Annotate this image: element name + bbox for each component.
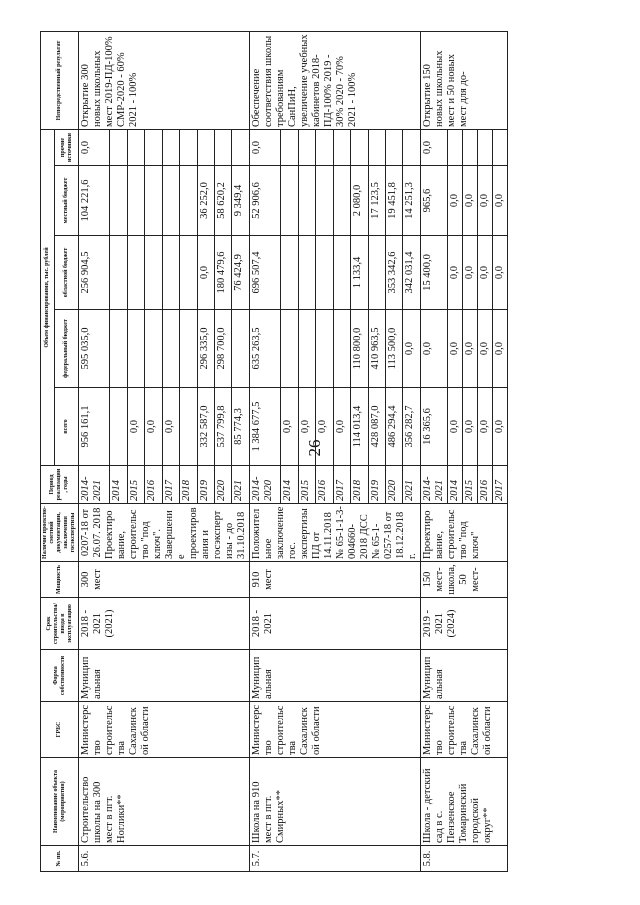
other-value	[110, 130, 127, 166]
header-other: прочие источники	[55, 130, 79, 166]
period-year: 2014-2021	[421, 466, 448, 504]
total-value: 0,0	[463, 388, 478, 466]
period-year: 2021	[232, 466, 250, 504]
local-value	[145, 166, 162, 236]
other-value: 0,0	[79, 130, 110, 166]
table-row	[421, 32, 448, 872]
federal-value: 635 263,5	[250, 310, 281, 388]
local-value	[298, 166, 315, 236]
total-value: 956 161,1	[79, 388, 110, 466]
total-value: 0,0	[316, 388, 333, 466]
federal-value	[281, 310, 298, 388]
grbs-cell: Министерство строительства Сахалинской области	[250, 702, 421, 758]
period-year: 2017	[162, 466, 179, 504]
other-value	[162, 130, 179, 166]
federal-value: 0,0	[403, 310, 421, 388]
local-value: 0,0	[478, 166, 493, 236]
total-value: 0,0	[333, 388, 350, 466]
other-value	[232, 130, 250, 166]
psd-cell	[421, 504, 508, 562]
row-number: 5.6.	[79, 846, 250, 872]
regional-value: 0,0	[197, 236, 214, 310]
psd-cell	[250, 504, 421, 562]
regional-value: 0,0	[463, 236, 478, 310]
local-value: 14 251,3	[403, 166, 421, 236]
local-value	[180, 166, 197, 236]
header-psd: Наличие проектно-сметной документации, заключения госэкспертизы	[41, 504, 79, 562]
federal-value: 296 335,0	[197, 310, 214, 388]
result-cell: Обеспечение соответствия школы требованиям СанПиН, увеличение учебных кабинетов 2018-ПД-100% 2019 - 30% 2020 - 70% 2021 - 100%	[250, 32, 421, 130]
total-value: 537 799,8	[215, 388, 232, 466]
psd-cell	[79, 504, 250, 562]
federal-value: 0,0	[448, 310, 463, 388]
local-value	[127, 166, 144, 236]
table-row	[79, 32, 110, 872]
total-value: 486 294,4	[386, 388, 403, 466]
page-number: 26	[305, 439, 324, 457]
local-value: 17 123,5	[368, 166, 385, 236]
regional-value: 342 031,4	[403, 236, 421, 310]
term-cell: 2018 - 2021 (2021)	[79, 598, 250, 650]
other-value	[298, 130, 315, 166]
local-value	[281, 166, 298, 236]
psd-text: Проектирование, строительство "под ключ"	[422, 509, 481, 559]
header-name: Наименование объекта (мероприятия)	[41, 758, 79, 846]
regional-value	[127, 236, 144, 310]
period-year: 2016	[145, 466, 162, 504]
total-value: 85 774,3	[232, 388, 250, 466]
period-year: 2018	[351, 466, 368, 504]
other-value	[386, 130, 403, 166]
ownership-cell: Муниципальная	[421, 650, 508, 702]
regional-value: 0,0	[478, 236, 493, 310]
total-value: 0,0	[478, 388, 493, 466]
row-number: 5.8.	[421, 846, 508, 872]
ownership-cell: Муниципальная	[79, 650, 250, 702]
total-value: 0,0	[127, 388, 144, 466]
object-name: Школа на 910 мест в пгт. Смирных**	[250, 758, 421, 846]
capacity-cell: 150 мест-школа, 50 мест-	[421, 562, 508, 598]
capacity-cell: 910 мест	[250, 562, 421, 598]
period-year: 2014-2021	[79, 466, 110, 504]
regional-value	[298, 236, 315, 310]
period-year: 2015	[127, 466, 144, 504]
object-name: Строительство школы на 300 мест в пгт. Ноглики**	[79, 758, 250, 846]
header-finance-group: Объем финансирования, тыс. рублей	[41, 130, 55, 466]
other-value	[351, 130, 368, 166]
header-capacity: Мощность	[41, 562, 79, 598]
header-regional: областной бюджет	[55, 236, 79, 310]
period-year: 2019	[368, 466, 385, 504]
term-cell: 2018 - 2021	[250, 598, 421, 650]
header-grbs: ГРБС	[41, 702, 79, 758]
total-value: 428 087,0	[368, 388, 385, 466]
header-period: Период реализации, годы	[41, 466, 79, 504]
local-value	[316, 166, 333, 236]
regional-value: 180 479,6	[215, 236, 232, 310]
period-year: 2018	[180, 466, 197, 504]
regional-value	[162, 236, 179, 310]
local-value: 58 620,2	[215, 166, 232, 236]
federal-value: 0,0	[478, 310, 493, 388]
header-local: местный бюджет	[55, 166, 79, 236]
period-year: 2014	[110, 466, 127, 504]
period-year: 2017	[333, 466, 350, 504]
total-value: 1 384 677,5	[250, 388, 281, 466]
regional-value: 0,0	[448, 236, 463, 310]
regional-value	[281, 236, 298, 310]
local-value: 52 906,6	[250, 166, 281, 236]
federal-value: 0,0	[421, 310, 448, 388]
object-name: Школа - детский сад в с. Пензенское Томаринский городской округ**	[421, 758, 508, 846]
other-value	[448, 130, 463, 166]
other-value	[478, 130, 493, 166]
federal-value	[232, 310, 250, 388]
total-value: 0,0	[448, 388, 463, 466]
header-ownership: Форма собственности	[41, 650, 79, 702]
row-number: 5.7.	[250, 846, 421, 872]
federal-value	[333, 310, 350, 388]
table-body	[79, 32, 508, 872]
total-value: 0,0	[145, 388, 162, 466]
header-total: всего	[55, 388, 79, 466]
period-year: 2016	[316, 466, 333, 504]
period-year: 2019	[197, 466, 214, 504]
other-value	[215, 130, 232, 166]
program-table	[40, 31, 508, 872]
total-value: 0,0	[493, 388, 508, 466]
local-value	[162, 166, 179, 236]
local-value: 104 221,6	[79, 166, 110, 236]
total-value: 0,0	[281, 388, 298, 466]
federal-value: 410 963,5	[368, 310, 385, 388]
header-result: Непосредственный результат	[41, 32, 79, 130]
period-year: 2020	[386, 466, 403, 504]
total-value: 0,0	[298, 388, 315, 466]
term-cell: 2019 - 2021 (2024)	[421, 598, 508, 650]
header-term: Срок строительства/ввода в эксплуатацию	[41, 598, 79, 650]
total-value: 114 013,4	[351, 388, 368, 466]
local-value	[333, 166, 350, 236]
rotated-table-container	[40, 32, 600, 872]
total-value: 0,0	[162, 388, 179, 466]
period-year: 2017	[493, 466, 508, 504]
federal-value: 0,0	[463, 310, 478, 388]
other-value	[333, 130, 350, 166]
federal-value: 0,0	[493, 310, 508, 388]
total-value: 16 365,6	[421, 388, 448, 466]
total-value	[180, 388, 197, 466]
federal-value	[162, 310, 179, 388]
federal-value	[110, 310, 127, 388]
capacity-cell: 300 мест	[79, 562, 250, 598]
regional-value: 76 424,9	[232, 236, 250, 310]
regional-value	[180, 236, 197, 310]
federal-value	[316, 310, 333, 388]
local-value: 2 080,0	[351, 166, 368, 236]
regional-value: 1 133,4	[351, 236, 368, 310]
federal-value: 595 035,0	[79, 310, 110, 388]
ownership-cell: Муниципальная	[250, 650, 421, 702]
other-value	[180, 130, 197, 166]
psd-text: Проектирование, строительство "под ключ". Завершение проектирования и госэкспертизы - до 31.10.2018	[104, 507, 247, 559]
result-cell: Открытие 300 новых школьных мест 2019-ПД-100% СМР-2020 - 60% 2021 - 100%	[79, 32, 250, 130]
table-row	[250, 32, 281, 872]
federal-value	[298, 310, 315, 388]
local-value: 0,0	[463, 166, 478, 236]
local-value: 9 349,4	[232, 166, 250, 236]
local-value: 0,0	[493, 166, 508, 236]
other-value	[403, 130, 421, 166]
period-year: 2015	[298, 466, 315, 504]
regional-value: 0,0	[493, 236, 508, 310]
other-value	[127, 130, 144, 166]
regional-value	[110, 236, 127, 310]
federal-value	[180, 310, 197, 388]
local-value: 0,0	[448, 166, 463, 236]
other-value	[145, 130, 162, 166]
period-year: 2016	[478, 466, 493, 504]
psd-text: Положительное заключение гос. экспертизы ПД от 14.11.2018 № 65-1-1-3-004660-2018 ДСС № 65-1-0257-18 от 18.12.2018 г.	[251, 506, 418, 559]
federal-value	[127, 310, 144, 388]
period-year: 2015	[463, 466, 478, 504]
regional-value	[145, 236, 162, 310]
regional-value: 353 342,6	[386, 236, 403, 310]
federal-value: 113 500,0	[386, 310, 403, 388]
other-value	[493, 130, 508, 166]
total-value	[110, 388, 127, 466]
result-cell: Открытие 150 новых школьных мест и 50 новых мест для до-	[421, 32, 508, 130]
local-value: 36 252,0	[197, 166, 214, 236]
regional-value	[333, 236, 350, 310]
regional-value: 15 400,0	[421, 236, 448, 310]
other-value	[463, 130, 478, 166]
total-value: 332 587,0	[197, 388, 214, 466]
period-year: 2014	[281, 466, 298, 504]
header-federal: федеральный бюджет	[55, 310, 79, 388]
other-value	[197, 130, 214, 166]
regional-value: 256 904,5	[79, 236, 110, 310]
local-value: 965,6	[421, 166, 448, 236]
other-value	[368, 130, 385, 166]
period-year: 2014	[448, 466, 463, 504]
psd-note: 0207-18 от 26.07. 2018	[80, 507, 103, 558]
other-value	[281, 130, 298, 166]
other-value: 0,0	[421, 130, 448, 166]
local-value	[110, 166, 127, 236]
period-year: 2021	[403, 466, 421, 504]
regional-value: 696 507,4	[250, 236, 281, 310]
local-value: 19 451,8	[386, 166, 403, 236]
grbs-cell: Министерство строительства Сахалинской области	[421, 702, 508, 758]
other-value: 0,0	[250, 130, 281, 166]
federal-value: 298 700,0	[215, 310, 232, 388]
period-year: 2020	[215, 466, 232, 504]
federal-value	[145, 310, 162, 388]
total-value: 356 282,7	[403, 388, 421, 466]
federal-value: 110 800,0	[351, 310, 368, 388]
grbs-cell: Министерство строительства Сахалинской области	[79, 702, 250, 758]
period-year: 2014-2020	[250, 466, 281, 504]
regional-value	[368, 236, 385, 310]
regional-value	[316, 236, 333, 310]
header-num: № пп.	[41, 846, 79, 872]
other-value	[316, 130, 333, 166]
